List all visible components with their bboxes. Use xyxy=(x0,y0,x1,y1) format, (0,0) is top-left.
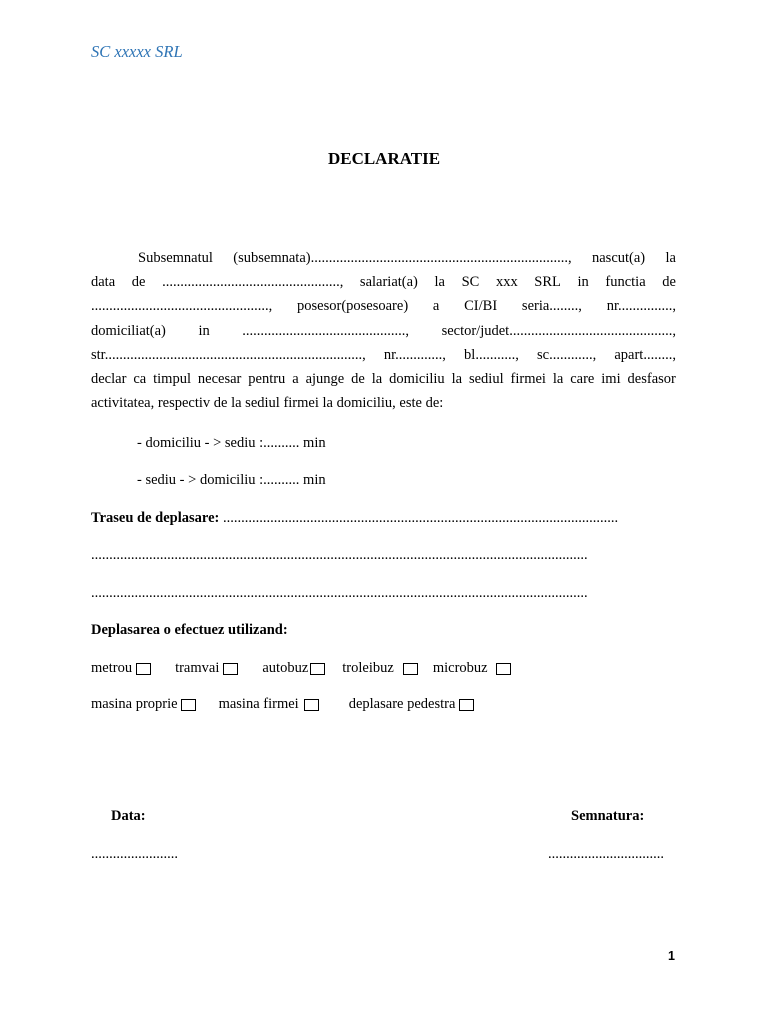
document-title: DECLARATIE xyxy=(327,149,441,168)
paragraph-word: sediul xyxy=(468,370,504,387)
option-metrou[interactable] xyxy=(91,660,151,677)
paragraph-word: sc............, xyxy=(536,346,597,363)
paragraph-line xyxy=(91,270,676,294)
checkbox[interactable] xyxy=(223,663,238,675)
paragraph-word: care xyxy=(570,370,595,387)
paragraph-word: la xyxy=(434,274,445,291)
paragraph-word: xxx xyxy=(495,274,518,291)
paragraph-word: la xyxy=(552,370,564,387)
option-label: metrou xyxy=(91,660,133,676)
paragraph-word: timpul xyxy=(153,370,191,387)
route-field-1[interactable]: ............................................................................................................. xyxy=(219,510,619,526)
option-label: deplasare pedestra xyxy=(348,696,456,712)
option-label: masina proprie xyxy=(91,696,178,712)
paragraph-word: imi xyxy=(601,370,621,387)
paragraph-word: declar xyxy=(91,370,127,387)
paragraph-word: la xyxy=(371,370,383,387)
date-label: Data: xyxy=(111,808,146,824)
paragraph-word: posesor(posesoare) xyxy=(297,298,409,315)
route-label: Traseu de deplasare: xyxy=(91,510,220,526)
paragraph-word: apart........, xyxy=(614,346,676,363)
paragraph-word: CI/BI xyxy=(464,298,498,315)
paragraph-word: ............................................., xyxy=(242,322,410,339)
paragraph-line xyxy=(91,246,676,270)
paragraph-word: bl..........., xyxy=(464,346,519,363)
paragraph-word: functia xyxy=(605,274,646,291)
transport-heading: Deplasarea o efectuez utilizand: xyxy=(91,622,288,638)
paragraph-word: (subsemnata)......................................................................., xyxy=(233,250,572,266)
signature-field[interactable]: ................................ xyxy=(548,846,664,862)
paragraph-word: pentru xyxy=(248,370,286,387)
checkbox[interactable] xyxy=(304,699,319,711)
option-label: tramvai xyxy=(175,660,220,676)
paragraph-word: nr............., xyxy=(383,346,446,363)
declaration-paragraph xyxy=(91,246,676,415)
checkbox[interactable] xyxy=(181,699,196,711)
company-name: SC xxxxx SRL xyxy=(91,42,183,61)
page-number: 1 xyxy=(668,949,675,963)
route-field-3[interactable]: ......................................................................................................................................... xyxy=(91,585,588,601)
duration-home-to-work[interactable]: - domiciliu - > sediu :.......... min xyxy=(137,435,326,451)
paragraph-word: de xyxy=(131,274,146,291)
paragraph-word: domiciliat(a) xyxy=(91,322,166,339)
option-microbuz[interactable] xyxy=(433,660,511,677)
paragraph-line xyxy=(91,343,676,367)
transport-row-1 xyxy=(91,660,511,677)
paragraph-word: str......................................................................., xyxy=(91,346,366,363)
paragraph-word: a xyxy=(432,298,440,315)
paragraph-word: la xyxy=(665,250,676,266)
paragraph-word: seria........, xyxy=(521,298,582,315)
transport-row-2 xyxy=(91,696,474,713)
paragraph-word: domiciliu xyxy=(389,370,445,387)
paragraph-word: de xyxy=(351,370,365,387)
date-field[interactable]: ........................ xyxy=(91,846,178,862)
checkbox[interactable] xyxy=(496,663,511,675)
paragraph-line xyxy=(91,319,676,343)
paragraph-word: Subsemnatul xyxy=(138,250,213,266)
paragraph-word: ca xyxy=(133,370,147,387)
paragraph-word: salariat(a) xyxy=(359,274,418,291)
paragraph-word: nascut(a) xyxy=(591,250,646,266)
option-masina-firmei[interactable] xyxy=(219,696,319,713)
paragraph-word: ................................................., xyxy=(91,298,273,315)
paragraph-word: necesar xyxy=(197,370,242,387)
route-field-2[interactable]: ......................................................................................................................................... xyxy=(91,547,588,563)
paragraph-word: ................................................., xyxy=(162,274,344,291)
option-deplasare-pedestra[interactable] xyxy=(349,696,475,713)
option-autobuz[interactable] xyxy=(262,660,325,677)
option-label: autobuz xyxy=(262,660,309,676)
paragraph-word: in xyxy=(198,322,210,339)
paragraph-word: in xyxy=(577,274,589,291)
signature-label: Semnatura: xyxy=(571,808,645,824)
paragraph-word: sector/judet............................................., xyxy=(441,322,676,339)
option-label: troleibuz xyxy=(342,660,394,676)
option-troleibuz[interactable] xyxy=(342,660,418,677)
paragraph-word: nr..............., xyxy=(606,298,676,315)
paragraph-line xyxy=(91,367,676,391)
option-label: microbuz xyxy=(432,660,488,676)
paragraph-word: la xyxy=(451,370,463,387)
paragraph-last-line: activitatea, respectiv de la sediul firmei la domiciliu, este de: xyxy=(91,395,444,412)
paragraph-word: de xyxy=(662,274,676,291)
paragraph-word: ajunge xyxy=(305,370,345,387)
duration-work-to-home[interactable]: - sediu - > domiciliu :.......... min xyxy=(137,472,326,488)
paragraph-word: firmei xyxy=(510,370,546,387)
route-line[interactable] xyxy=(91,510,618,527)
option-tramvai[interactable] xyxy=(175,660,238,677)
checkbox[interactable] xyxy=(310,663,325,675)
paragraph-word: a xyxy=(292,370,299,387)
paragraph-word: SC xyxy=(461,274,480,291)
option-label: masina firmei xyxy=(218,696,299,712)
paragraph-word: desfasor xyxy=(627,370,676,387)
checkbox[interactable] xyxy=(403,663,418,675)
paragraph-line xyxy=(91,294,676,318)
paragraph-word: data xyxy=(91,274,116,291)
paragraph-word: SRL xyxy=(534,274,561,291)
option-masina-proprie[interactable] xyxy=(91,696,196,713)
checkbox[interactable] xyxy=(136,663,151,675)
checkbox[interactable] xyxy=(459,699,474,711)
